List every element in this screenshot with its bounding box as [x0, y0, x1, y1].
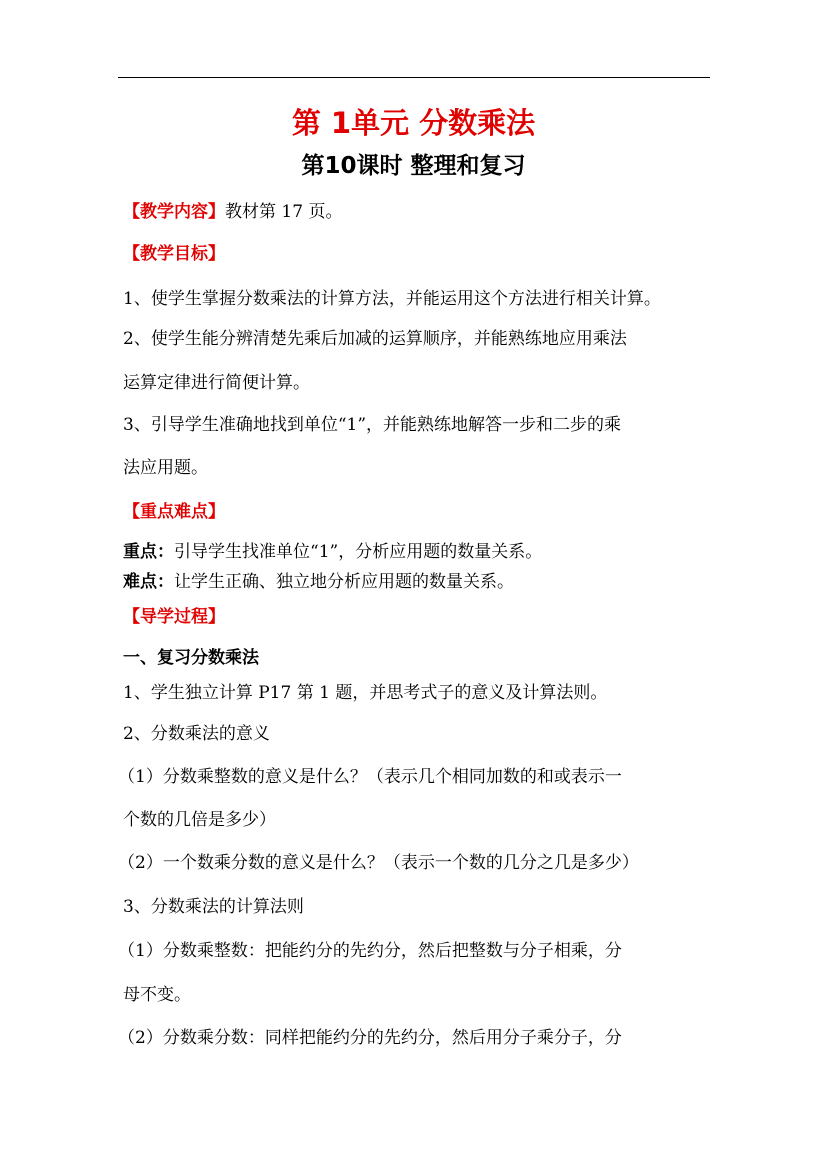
teaching-goals-heading: 【教学目标】: [123, 244, 225, 264]
process-item-3-1-line-1: （1）分数乘整数：把能约分的先约分，然后把整数与分子相乘，分: [118, 941, 622, 961]
process-item-2-1-line-2: 个数的几倍是多少）: [123, 810, 276, 830]
process-item-3: 3、分数乘法的计算法则: [123, 897, 304, 917]
key-point-label: 重点：: [123, 542, 174, 562]
difficulty-line: [123, 571, 514, 593]
teaching-content-heading: 【教学内容】: [123, 202, 225, 222]
process-item-2-1-line-1: （1）分数乘整数的意义是什么？（表示几个相同加数的和或表示一: [118, 767, 622, 787]
goal-2-line-2: 运算定律进行简便计算。: [123, 373, 310, 393]
section-review-title: 一、复习分数乘法: [123, 648, 259, 668]
process-item-3-1-line-2: 母不变。: [123, 985, 191, 1005]
key-point-line: [123, 541, 542, 563]
goal-1: 1、使学生掌握分数乘法的计算方法，并能运用这个方法进行相关计算。: [123, 289, 661, 309]
unit-title: 第 1单元 分数乘法: [291, 106, 536, 140]
process-item-2: 2、分数乘法的意义: [123, 724, 270, 744]
process-heading: 【导学过程】: [123, 607, 225, 627]
process-item-3-2-line-1: （2）分数乘分数：同样把能约分的先约分，然后用分子乘分子，分: [118, 1028, 622, 1048]
process-item-2-2: （2）一个数乘分数的意义是什么？（表示一个数的几分之几是多少）: [118, 853, 639, 873]
teaching-content-line: [123, 201, 342, 223]
difficulty-label: 难点：: [123, 572, 174, 592]
header-rule: [118, 77, 710, 78]
teaching-content-text: 教材第 17 页。: [225, 202, 343, 222]
goal-3-line-2: 法应用题。: [123, 458, 208, 478]
lesson-title: 第10课时 整理和复习: [301, 153, 526, 179]
difficulty-text: 让学生正确、独立地分析应用题的数量关系。: [174, 572, 514, 592]
goal-3-line-1: 3、引导学生准确地找到单位“1”，并能熟练地解答一步和二步的乘: [123, 415, 622, 435]
key-point-text: 引导学生找准单位“1”，分析应用题的数量关系。: [174, 542, 543, 562]
key-points-heading: 【重点难点】: [123, 502, 225, 522]
process-item-1: 1、学生独立计算 P17 第 1 题，并思考式子的意义及计算法则。: [123, 683, 608, 703]
goal-2-line-1: 2、使学生能分辨清楚先乘后加减的运算顺序，并能熟练地应用乘法: [123, 329, 627, 349]
